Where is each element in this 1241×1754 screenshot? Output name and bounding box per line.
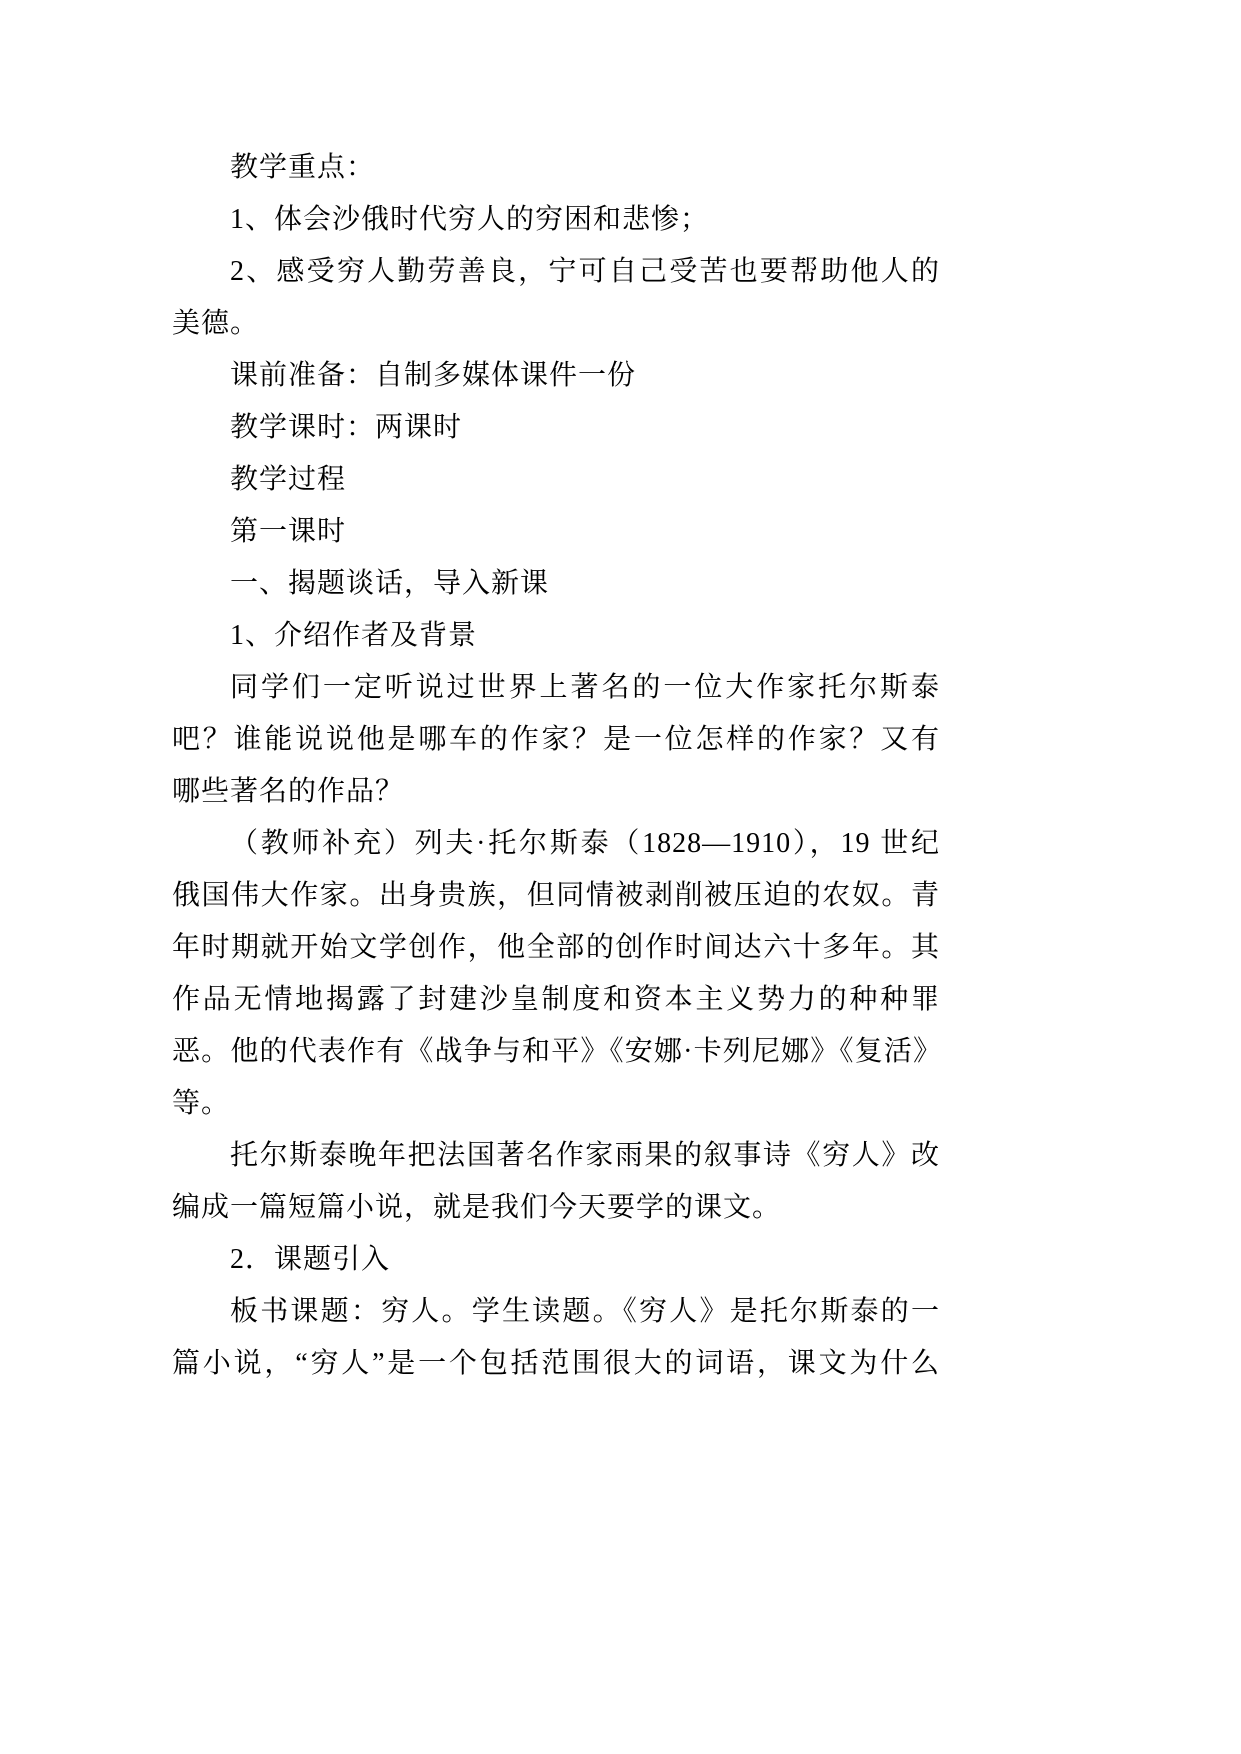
text-line: （教师补充）列夫·托尔斯泰（1828—1910），19 世纪 [230,828,940,859]
text-line: 教学课时：两课时 [230,412,463,443]
text-line: 1、体会沙俄时代穷人的穷困和悲惨； [230,204,710,235]
text-line: 等。 [172,1088,231,1119]
teacher-supplement-paragraph [172,818,940,1130]
text-line: 篇小说，“穷人”是一个包括范围很大的词语，课文为什么 [172,1348,940,1379]
text-line: 教学过程 [230,464,347,495]
text-line: 吧？谁能说说他是哪车的作家？是一位怎样的作家？又有 [172,724,940,755]
focus-point-1 [172,194,940,246]
teaching-focus-heading [172,142,940,194]
step-2-heading [172,1234,940,1286]
document-body [172,142,940,1390]
text-line: 俄国伟大作家。出身贵族，但同情被剥削被压迫的农奴。青 [172,880,940,911]
text-line: 一、揭题谈话，导入新课 [230,568,550,599]
class-hours-line [172,402,940,454]
preparation-line [172,350,940,402]
text-line: 作品无情地揭露了封建沙皇制度和资本主义势力的种种罪 [172,984,940,1015]
step-1-heading [172,610,940,662]
text-line: 课前准备：自制多媒体课件一份 [230,360,637,391]
blackboard-title-paragraph [172,1286,940,1390]
text-line: 恶。他的代表作有《战争与和平》《安娜·卡列尼娜》《复活》 [172,1036,940,1067]
text-line: 板书课题：穷人。学生读题。《穷人》是托尔斯泰的一 [230,1296,940,1327]
text-line: 2、感受穷人勤劳善良，宁可自己受苦也要帮助他人的 [230,256,940,287]
text-line: 哪些著名的作品？ [172,776,405,807]
teaching-process-heading [172,454,940,506]
text-line: 教学重点： [230,152,376,183]
section-one-heading [172,558,940,610]
adaptation-paragraph [172,1130,940,1234]
text-line: 2．课题引入 [230,1244,391,1275]
text-line: 1、介绍作者及背景 [230,620,478,651]
text-line: 同学们一定听说过世界上著名的一位大作家托尔斯泰 [230,672,940,703]
text-line: 第一课时 [230,516,347,547]
text-line: 编成一篇短篇小说，就是我们今天要学的课文。 [172,1192,782,1223]
text-line: 托尔斯泰晚年把法国著名作家雨果的叙事诗《穷人》改 [230,1140,940,1171]
text-line: 美德。 [172,308,260,339]
focus-point-2 [172,246,940,350]
text-line: 年时期就开始文学创作，他全部的创作时间达六十多年。其 [172,932,940,963]
first-lesson-heading [172,506,940,558]
intro-question-paragraph [172,662,940,818]
